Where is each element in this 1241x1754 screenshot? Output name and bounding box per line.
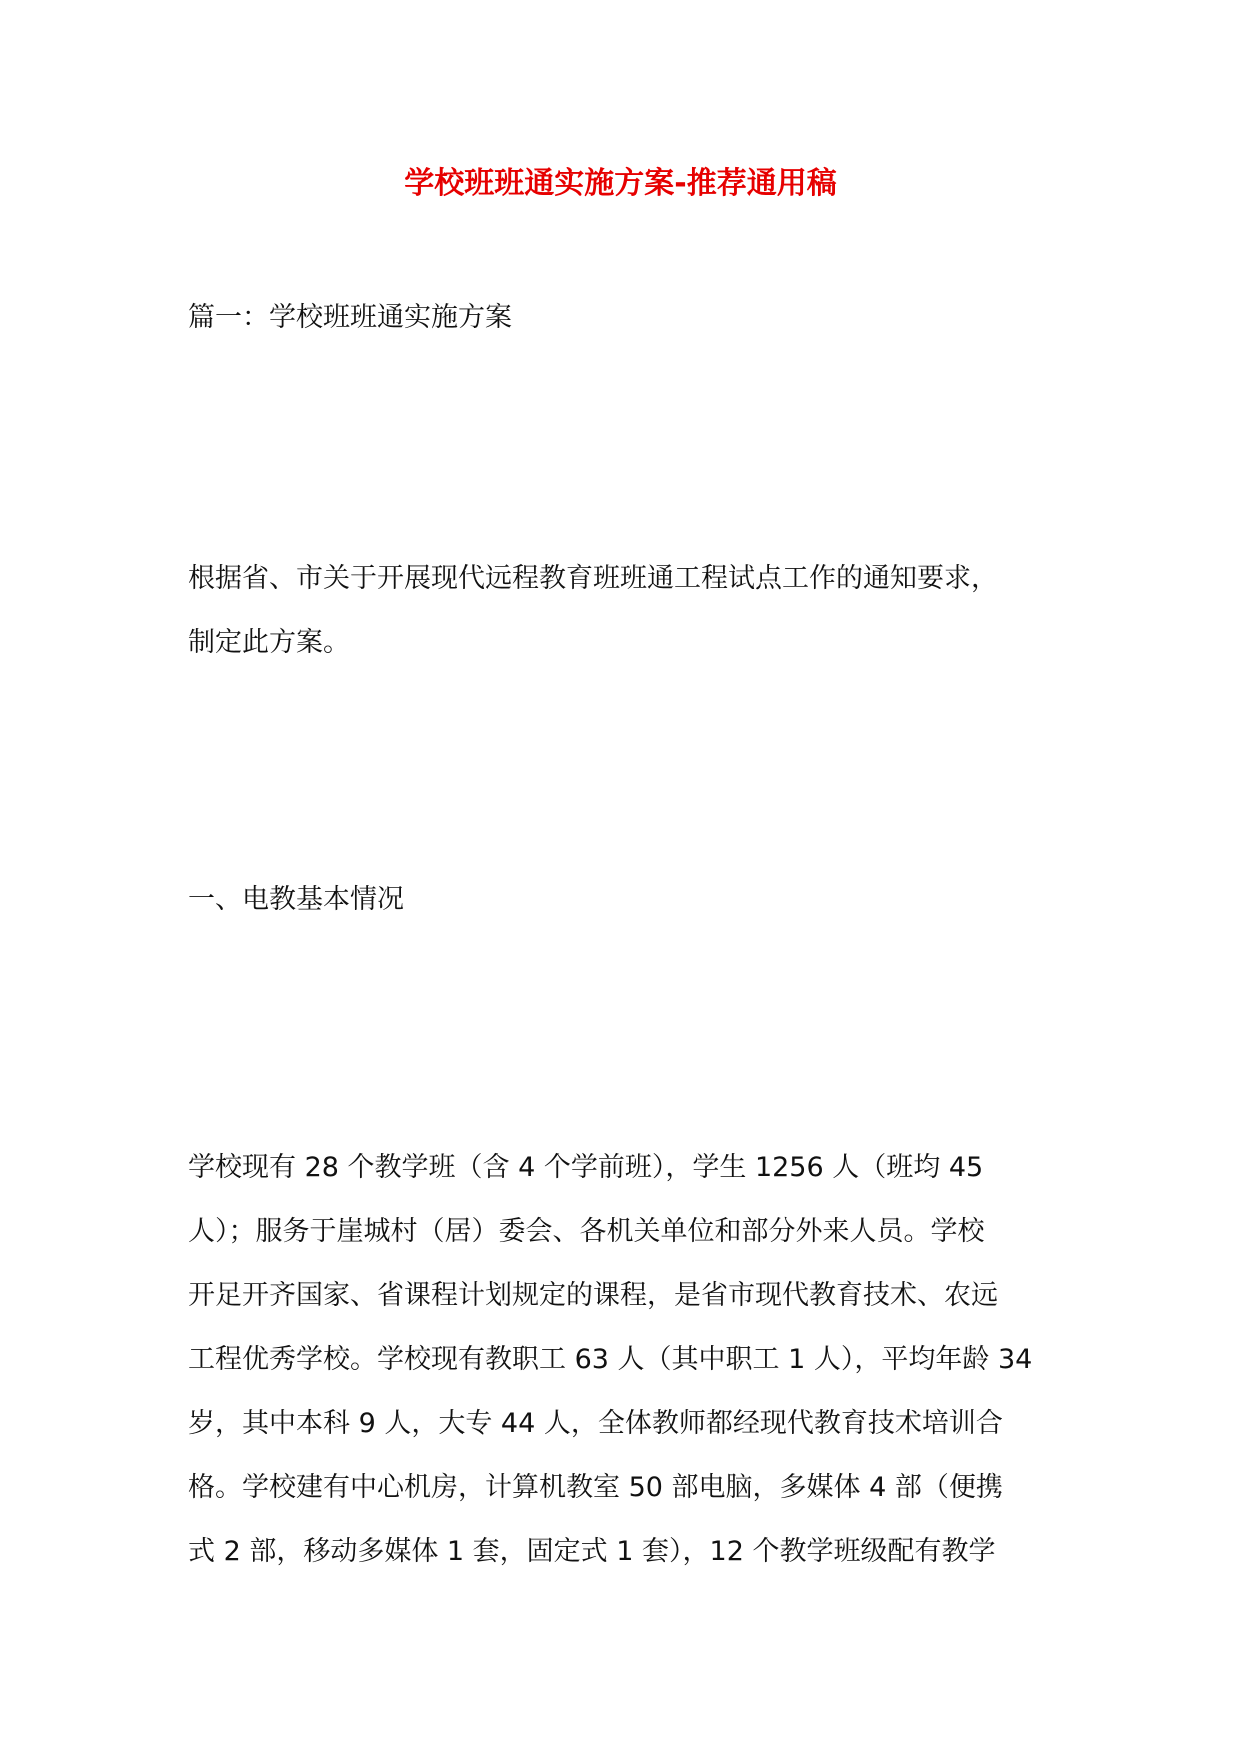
body-line: 开足开齐国家、省课程计划规定的课程，是省市现代教育技术、农远 [188,1280,998,1311]
body-line: 格。学校建有中心机房，计算机教室 50 部电脑，多媒体 4 部（便携 [188,1472,1003,1503]
intro-paragraph [188,547,1078,675]
body-line: 学校现有 28 个教学班（含 4 个学前班），学生 1256 人（班均 45 [188,1152,984,1183]
section-heading-basic-situation: 一、电教基本情况 [188,884,404,915]
body-line: 工程优秀学校。学校现有教职工 63 人（其中职工 1 人），平均年龄 34 [188,1344,1033,1375]
body-line: 人）；服务于崖城村（居）委会、各机关单位和部分外来人员。学校 [188,1216,985,1247]
document-title: 学校班班通实施方案-推荐通用稿 [404,166,837,201]
intro-line: 根据省、市关于开展现代远程教育班班通工程试点工作的通知要求， [188,563,998,594]
body-line: 式 2 部，移动多媒体 1 套，固定式 1 套），12 个教学班级配有教学 [188,1536,996,1567]
body-line: 岁，其中本科 9 人，大专 44 人，全体教师都经现代教育技术培训合 [188,1408,1003,1439]
intro-line: 制定此方案。 [188,627,350,658]
section-heading-part-one: 篇一：学校班班通实施方案 [188,302,512,333]
body-paragraph [188,1136,1078,1584]
